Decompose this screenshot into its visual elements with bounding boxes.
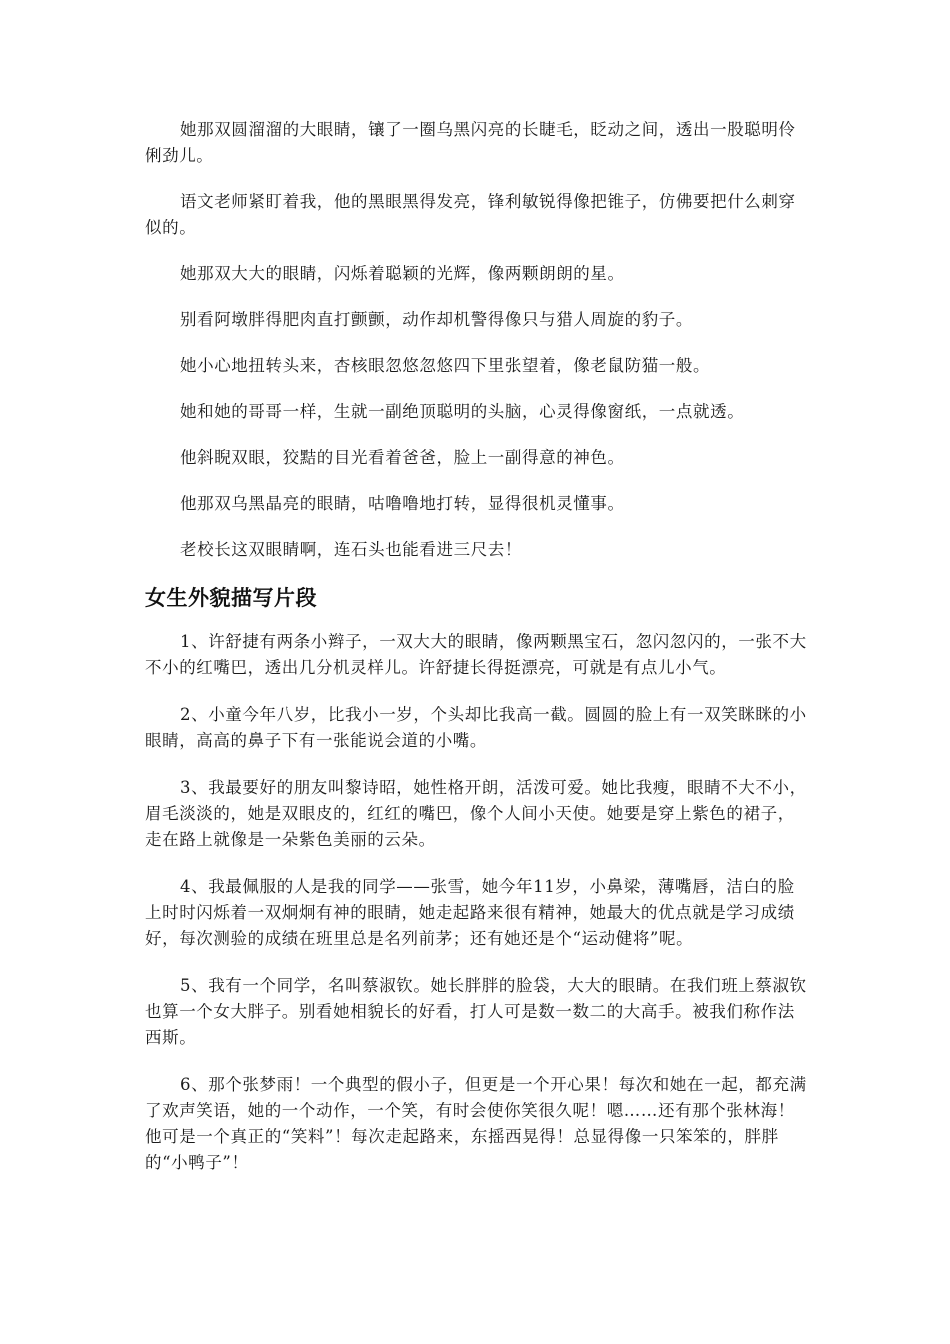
numbered-paragraph: 1、许舒捷有两条小辫子，一双大大的眼睛，像两颗黑宝石，忽闪忽闪的，一张不大不小的红嘴巴，透出几分机灵样儿。许舒捷长得挺漂亮，可就是有点儿小气。 <box>145 632 807 677</box>
paragraph: 她小心地扭转头来，杏核眼忽悠忽悠四下里张望着，像老鼠防猫一般。 <box>180 356 711 375</box>
numbered-paragraph: 5、我有一个同学，名叫蔡淑钦。她长胖胖的脸袋，大大的眼睛。在我们班上蔡淑钦也算一个女大胖子。别看她相貌长的好看，打人可是数一数二的大高手。被我们称作法西斯。 <box>145 976 807 1047</box>
section-heading: 女生外貌描写片段 <box>145 586 317 610</box>
numbered-paragraph: 4、我最佩服的人是我的同学——张雪，她今年11岁，小鼻梁，薄嘴唇，洁白的脸上时时闪烁着一双炯炯有神的眼睛，她走起路来很有精神，她最大的优点就是学习成绩好，每次测验的成绩在班里总是名列前茅；还有她还是个“运动健将”呢。 <box>145 877 795 948</box>
paragraph: 他那双乌黑晶亮的眼睛，咕噜噜地打转，显得很机灵懂事。 <box>180 494 625 513</box>
paragraph: 他斜睨双眼，狡黠的目光看着爸爸，脸上一副得意的神色。 <box>180 448 625 467</box>
document-body <box>145 117 810 1197</box>
numbered-paragraph: 3、我最要好的朋友叫黎诗昭，她性格开朗，活泼可爱。她比我瘦，眼睛不大不小，眉毛淡淡的，她是双眼皮的，红红的嘴巴，像个人间小天使。她要是穿上紫色的裙子，走在路上就像是一朵紫色美丽的云朵。 <box>145 778 807 849</box>
numbered-paragraph: 6、那个张梦雨！一个典型的假小子，但更是一个开心果！每次和她在一起，都充满了欢声笑语，她的一个动作，一个笑，有时会使你笑很久呢！嗯……还有那个张林海！他可是一个真正的“笑料”！每次走起路来，东摇西晃得！总显得像一只笨笨的，胖胖的“小鸭子”！ <box>145 1075 807 1172</box>
paragraph: 别看阿墩胖得肥肉直打颤颤，动作却机警得像只与猎人周旋的豹子。 <box>180 310 693 329</box>
paragraph: 她那双圆溜溜的大眼睛，镶了一圈乌黑闪亮的长睫毛，眨动之间，透出一股聪明伶俐劲儿。 <box>145 120 796 165</box>
paragraph: 语文老师紧盯着我，他的黑眼黑得发亮，锋利敏锐得像把锥子，仿佛要把什么刺穿似的。 <box>145 192 796 237</box>
paragraph: 她那双大大的眼睛，闪烁着聪颖的光辉，像两颗朗朗的星。 <box>180 264 625 283</box>
paragraph: 老校长这双眼睛啊，连石头也能看进三尺去！ <box>180 540 522 559</box>
appearance-description-section <box>145 629 810 1176</box>
numbered-paragraph: 2、小童今年八岁，比我小一岁，个头却比我高一截。圆圆的脸上有一双笑眯眯的小眼睛，高高的鼻子下有一张能说会道的小嘴。 <box>145 705 807 750</box>
paragraph: 她和她的哥哥一样，生就一副绝顶聪明的头脑，心灵得像窗纸，一点就透。 <box>180 402 745 421</box>
eye-description-section <box>145 117 810 563</box>
